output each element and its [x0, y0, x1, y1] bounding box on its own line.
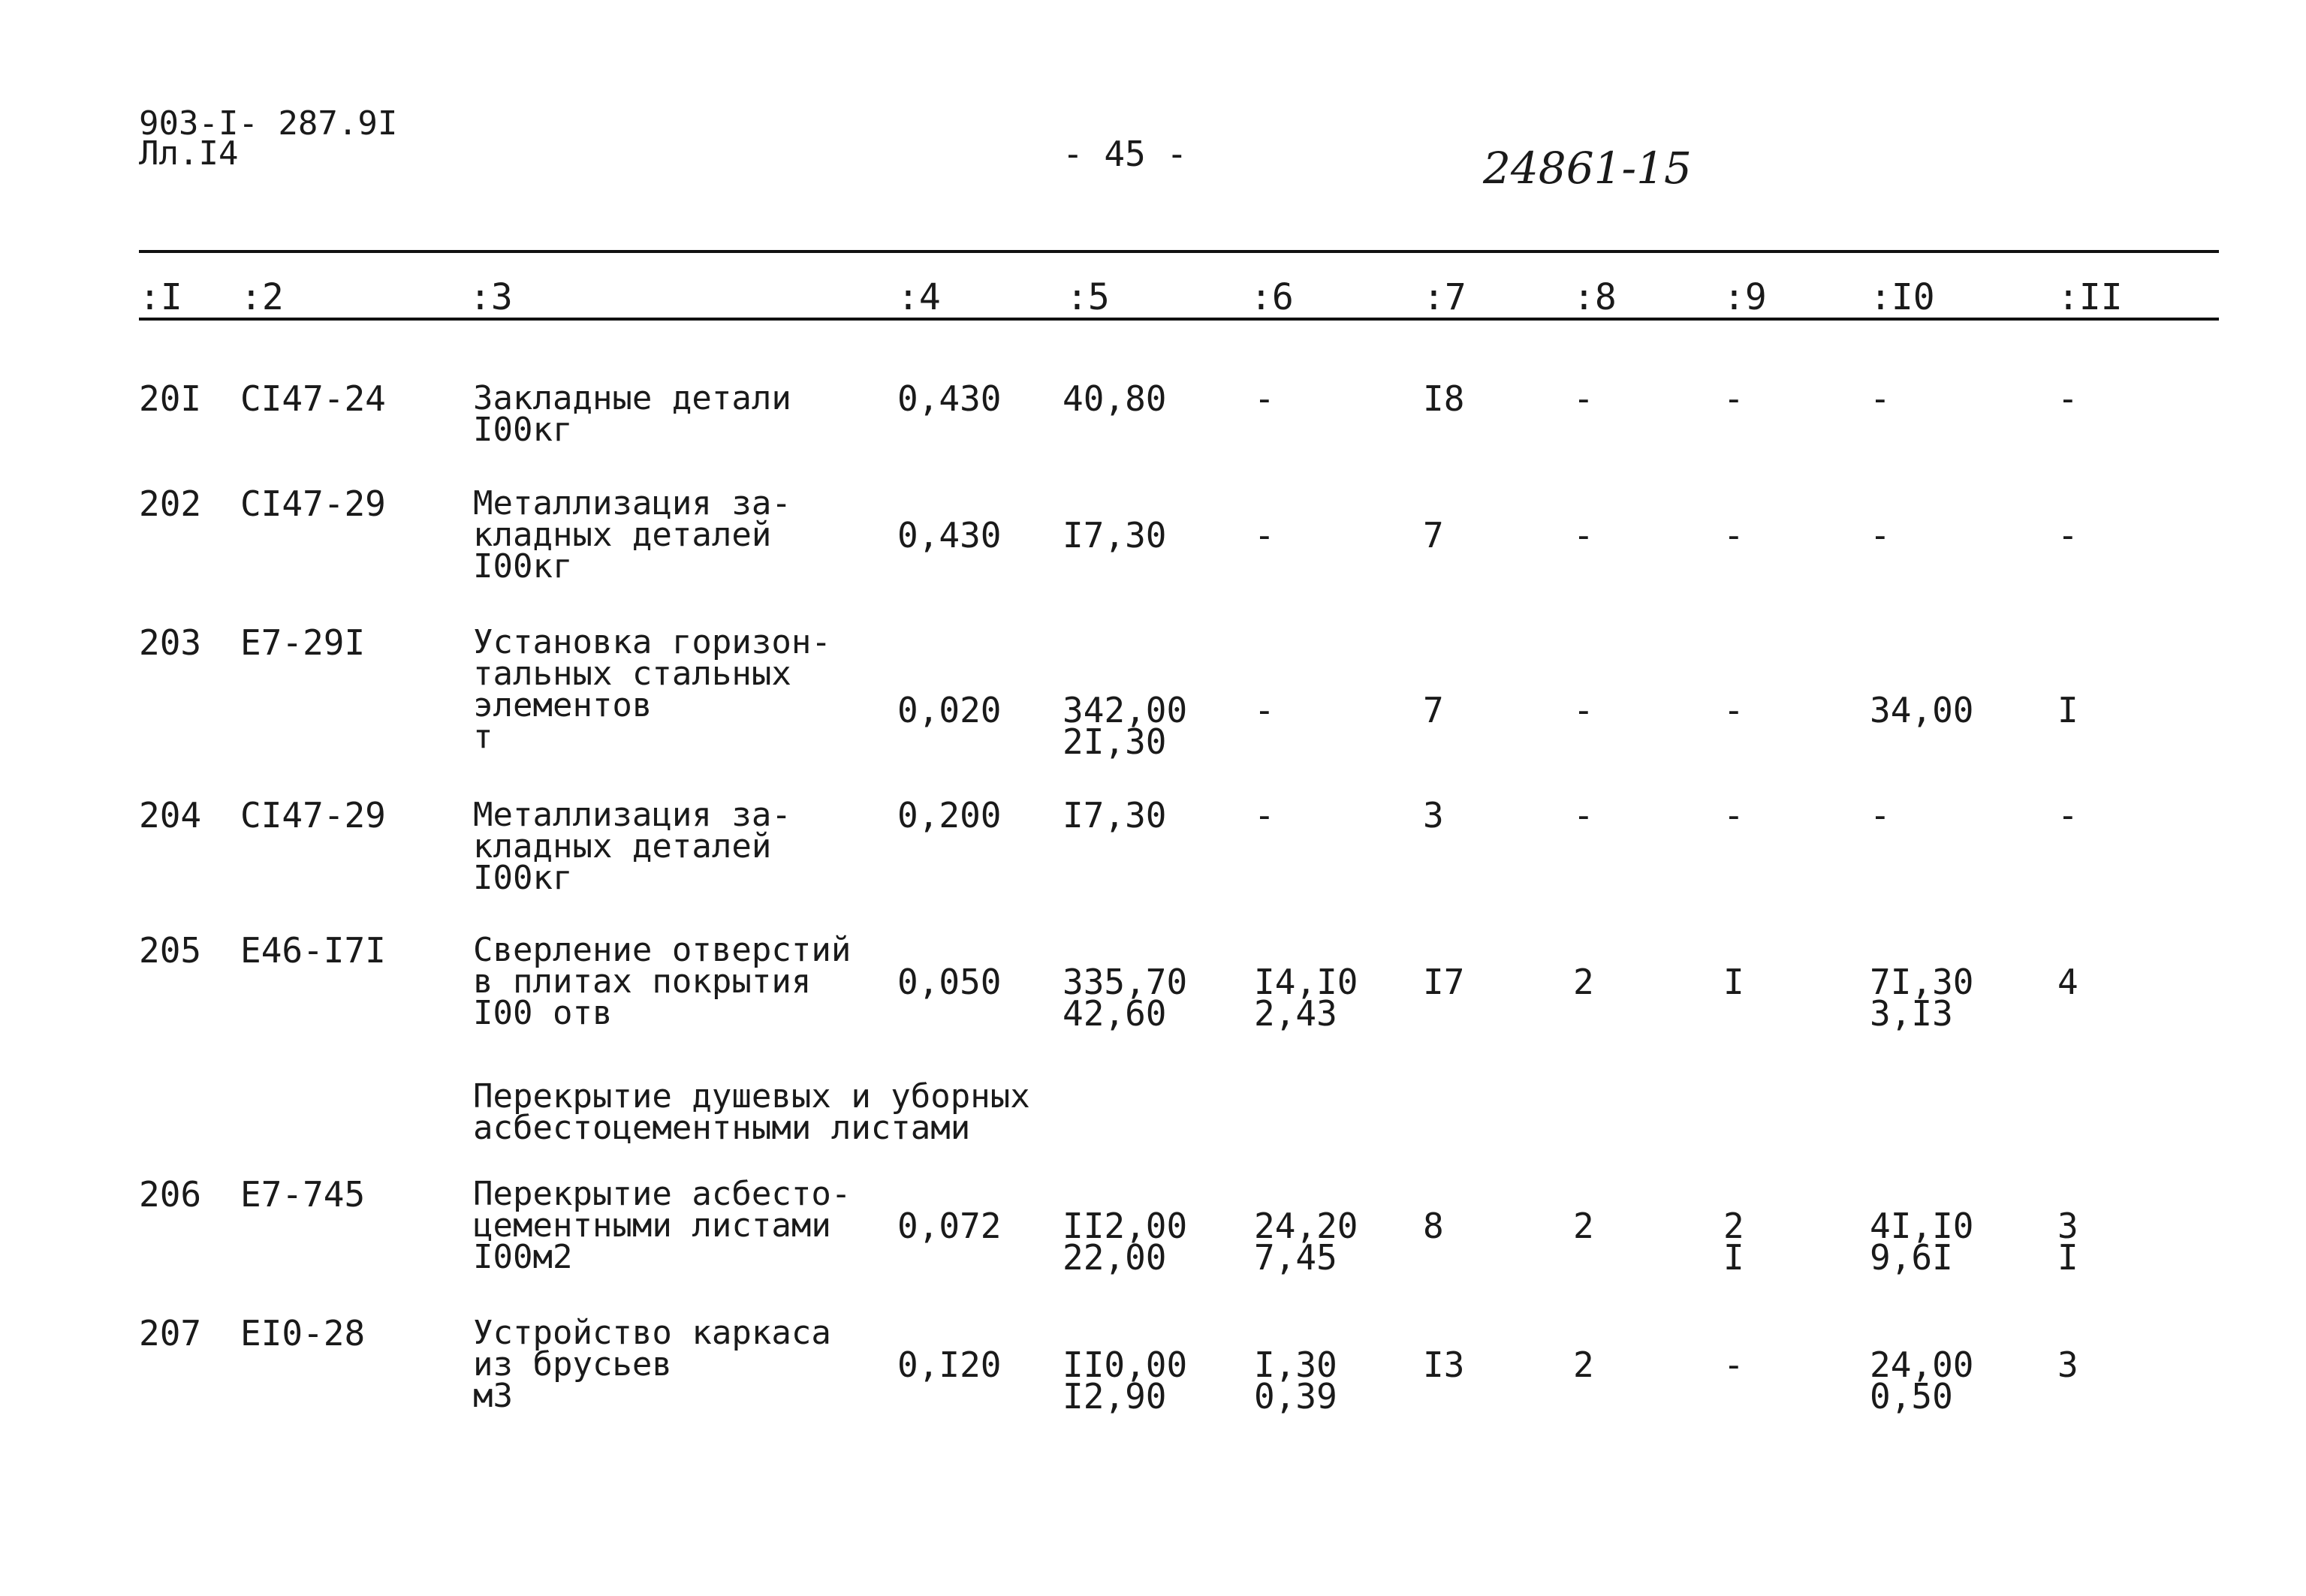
col10-value: 7I,30 3,I3: [1870, 962, 1974, 1034]
col4-value: 0,020: [897, 690, 1002, 730]
col11-value: I: [2057, 690, 2078, 730]
col11-value: 4: [2057, 962, 2078, 1002]
col7-value: I8: [1423, 378, 1465, 419]
col4-value: 0,200: [897, 795, 1002, 836]
col6-value: -: [1254, 690, 1275, 730]
col4-value: 0,430: [897, 378, 1002, 419]
document-code: 903-I- 287.9I: [139, 104, 398, 143]
column-header-3: :3: [469, 276, 513, 318]
row-description: Сверление отверстий в плитах покрытия I00 отв: [473, 931, 852, 1032]
col7-value: 8: [1423, 1206, 1444, 1246]
col5-value: I7,30: [1063, 795, 1167, 836]
column-header-8: :8: [1573, 276, 1617, 318]
col11-value: -: [2057, 515, 2078, 556]
handwritten-code: 24861-15: [1483, 143, 1692, 194]
sheet-label: Лл.I4: [139, 134, 239, 173]
col5-value: II2,00 22,00: [1063, 1206, 1188, 1278]
col10-value: -: [1870, 378, 1891, 419]
row-description: Металлизация за- кладных деталей I00кг: [473, 484, 791, 586]
column-header-4: :4: [897, 276, 941, 318]
col7-value: I3: [1423, 1345, 1465, 1385]
row-code: CI47-29: [240, 483, 386, 524]
col6-value: 24,20 7,45: [1254, 1206, 1358, 1278]
col8-value: -: [1573, 515, 1594, 556]
col4-value: 0,072: [897, 1206, 1002, 1246]
col5-value: II0,00 I2,90: [1063, 1345, 1188, 1417]
row-code: CI47-24: [240, 378, 386, 419]
column-header-2: :2: [240, 276, 284, 318]
col6-value: I4,I0 2,43: [1254, 962, 1358, 1034]
col6-value: -: [1254, 795, 1275, 836]
page-number: - 45 -: [1063, 134, 1188, 174]
col5-value: 40,80: [1063, 378, 1167, 419]
column-header-6: :6: [1250, 276, 1294, 318]
col9-value: 2 I: [1723, 1206, 1744, 1278]
row-number: 205: [139, 930, 202, 971]
row-code: E7-745: [240, 1174, 366, 1215]
row-description: Перекрытие асбесто- цементными листами I00м2: [473, 1175, 852, 1276]
row-description: Установка горизон- тальных стальных элементов т: [473, 623, 831, 756]
column-header-9: :9: [1723, 276, 1767, 318]
col10-value: 24,00 0,50: [1870, 1345, 1974, 1417]
row-code: EI0-28: [240, 1313, 366, 1354]
col7-value: 3: [1423, 795, 1444, 836]
column-header-7: :7: [1423, 276, 1466, 318]
col9-value: -: [1723, 515, 1744, 556]
row-number: 207: [139, 1313, 202, 1354]
col8-value: -: [1573, 795, 1594, 836]
col10-value: 4I,I0 9,6I: [1870, 1206, 1974, 1278]
col7-value: I7: [1423, 962, 1465, 1002]
row-code: CI47-29: [240, 795, 386, 836]
row-number: 204: [139, 795, 202, 836]
col9-value: -: [1723, 795, 1744, 836]
col9-value: -: [1723, 1345, 1744, 1385]
col11-value: -: [2057, 378, 2078, 419]
top-rule: [139, 250, 2219, 253]
section-title: Перекрытие душевых и уборных асбестоцементными листами: [473, 1077, 1030, 1147]
col11-value: 3: [2057, 1345, 2078, 1385]
column-header-10: :I0: [1870, 276, 1935, 318]
col10-value: 34,00: [1870, 690, 1974, 730]
col9-value: -: [1723, 378, 1744, 419]
col5-value: I7,30: [1063, 515, 1167, 556]
col11-value: -: [2057, 795, 2078, 836]
col11-value: 3 I: [2057, 1206, 2078, 1278]
col5-value: 335,70 42,60: [1063, 962, 1188, 1034]
col4-value: 0,430: [897, 515, 1002, 556]
row-number: 203: [139, 622, 202, 663]
col6-value: I,30 0,39: [1254, 1345, 1337, 1417]
row-description: Устройство каркаса из брусьев м3: [473, 1314, 831, 1415]
col8-value: 2: [1573, 1345, 1594, 1385]
col8-value: -: [1573, 378, 1594, 419]
column-header-1: :I: [139, 276, 182, 318]
row-code: E46-I7I: [240, 930, 386, 971]
col4-value: 0,050: [897, 962, 1002, 1002]
col9-value: -: [1723, 690, 1744, 730]
col7-value: 7: [1423, 690, 1444, 730]
row-number: 202: [139, 483, 202, 524]
col10-value: -: [1870, 795, 1891, 836]
col6-value: -: [1254, 378, 1275, 419]
col5-value: 342,00 2I,30: [1063, 690, 1188, 762]
col8-value: 2: [1573, 962, 1594, 1002]
row-number: 206: [139, 1174, 202, 1215]
col8-value: 2: [1573, 1206, 1594, 1246]
col7-value: 7: [1423, 515, 1444, 556]
column-header-5: :5: [1066, 276, 1110, 318]
row-description: Металлизация за- кладных деталей I00кг: [473, 796, 791, 897]
column-header-11: :II: [2057, 276, 2123, 318]
row-description: Закладные детали I00кг: [473, 379, 791, 449]
col8-value: -: [1573, 690, 1594, 730]
col4-value: 0,I20: [897, 1345, 1002, 1385]
col9-value: I: [1723, 962, 1744, 1002]
col10-value: -: [1870, 515, 1891, 556]
row-number: 20I: [139, 378, 202, 419]
col6-value: -: [1254, 515, 1275, 556]
row-code: E7-29I: [240, 622, 366, 663]
